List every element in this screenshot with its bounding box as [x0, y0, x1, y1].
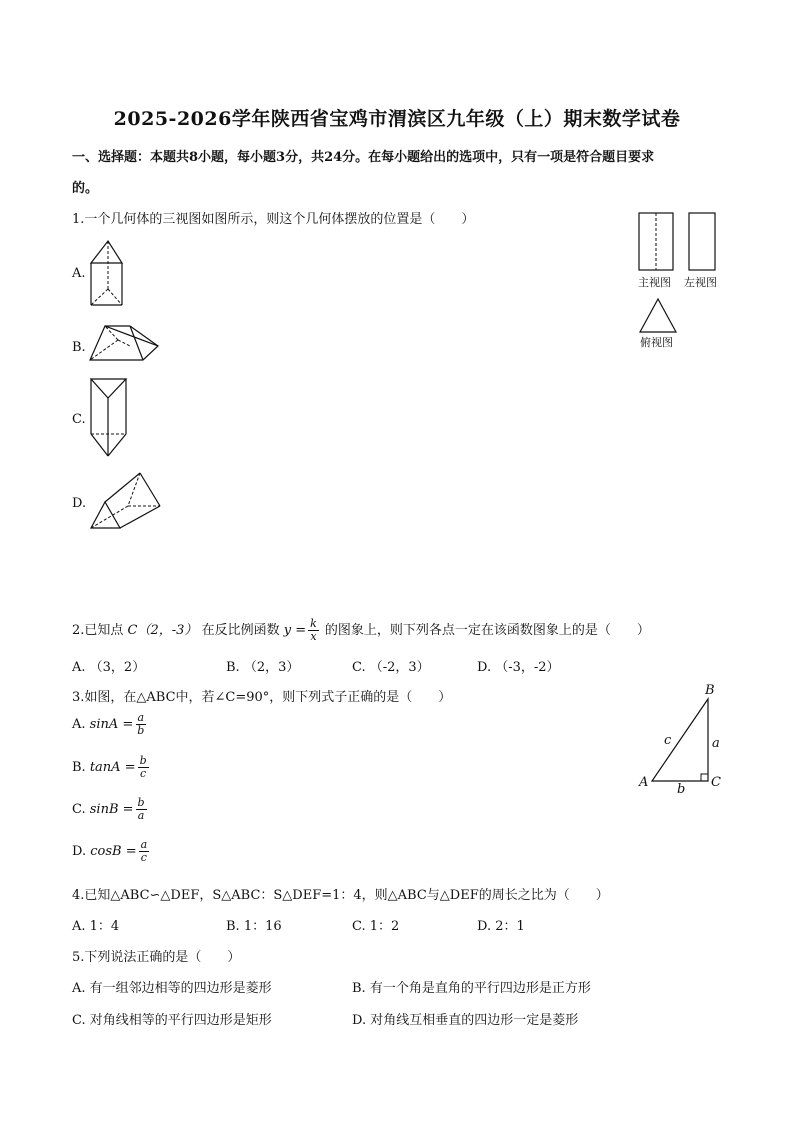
q3-option-b-denominator: c	[140, 767, 147, 780]
q1-option-b-figure	[88, 322, 163, 367]
q3-option-b-numerator: b	[139, 754, 147, 767]
q3-option-a-label: A.	[72, 717, 86, 732]
q3-vertex-c: C	[711, 775, 721, 790]
q1-option-c-label: C.	[72, 412, 86, 427]
q1-top-view-caption: 俯视图	[640, 336, 673, 349]
q3-option-d-numerator: a	[140, 838, 148, 851]
q4-option-a: A. 1：4	[72, 919, 120, 934]
question-1-stem: 1.一个几何体的三视图如图所示，则这个几何体摆放的位置是（ ）	[72, 212, 475, 227]
q2-stem-part-c: 的图象上，则下列各点一定在该函数图象上的是（ ）	[324, 623, 650, 638]
q3-option-d-fraction	[139, 839, 150, 864]
q5-option-c: C. 对角线相等的平行四边形是矩形	[72, 1013, 272, 1028]
q2-fraction-denominator: x	[310, 630, 317, 643]
q2-stem-part-b: 在反比例函数	[201, 623, 280, 638]
q2-option-b: B. （2，3）	[226, 660, 300, 675]
section-header-line2: 的。	[72, 181, 99, 196]
q1-option-d-figure	[88, 470, 166, 535]
q1-option-c-figure	[88, 376, 133, 461]
q2-stem-part-a: 2.已知点	[72, 623, 124, 638]
question-5-stem: 5.下列说法正确的是（ ）	[72, 950, 241, 965]
q3-option-a-lhs: sinA =	[89, 717, 134, 732]
q2-fraction-numerator: k	[310, 617, 317, 630]
q3-option-a-numerator: a	[137, 711, 145, 724]
q1-front-view-caption: 主视图	[638, 276, 671, 289]
q3-option-b-label: B.	[72, 760, 86, 775]
q3-option-a-denominator: b	[137, 724, 145, 737]
q2-function-fraction	[308, 618, 319, 643]
q3-option-c-numerator: b	[137, 796, 145, 809]
q1-left-view	[688, 212, 718, 272]
q3-vertex-a: A	[639, 775, 649, 790]
q3-option-c-lhs: sinB =	[89, 802, 134, 817]
q3-side-c: c	[664, 733, 672, 748]
q3-option-a	[72, 712, 148, 737]
q1-option-b-label: B.	[72, 340, 86, 355]
q4-option-c: C. 1：2	[352, 919, 400, 934]
q5-option-b: B. 有一个角是直角的平行四边形是正方形	[352, 981, 591, 996]
q2-option-d: D. （-3，-2）	[477, 660, 560, 675]
q3-option-c-label: C.	[72, 802, 86, 817]
q4-option-d: D. 2：1	[477, 919, 525, 934]
q1-option-a-label: A.	[72, 266, 86, 281]
q3-option-d-label: D.	[72, 844, 87, 859]
q3-option-d-denominator: c	[140, 851, 147, 864]
q2-function-lhs: y =	[283, 623, 307, 638]
q3-option-a-fraction	[135, 712, 146, 737]
q3-option-c-denominator: a	[137, 809, 145, 822]
q3-side-a: a	[712, 736, 720, 751]
q3-side-b: b	[677, 782, 686, 797]
q3-option-b-fraction	[138, 755, 149, 780]
page-title: 2025-2026学年陕西省宝鸡市渭滨区九年级（上）期末数学试卷	[113, 108, 681, 130]
q3-option-d-lhs: cosB =	[90, 844, 137, 859]
q4-option-b: B. 1：16	[226, 919, 282, 934]
q3-option-b	[72, 755, 151, 780]
q3-vertex-b: B	[705, 683, 715, 698]
section-header-line1: 一、选择题：本题共8小题，每小题3分，共24分。在每小题给出的选项中，只有一项是符合题目要求	[72, 150, 655, 165]
q2-option-c: C. （-2，3）	[352, 660, 430, 675]
q2-point: C（2，-3）	[127, 623, 198, 638]
q3-option-c	[72, 797, 149, 822]
q3-option-c-fraction	[136, 797, 147, 822]
q2-option-a: A. （3，2）	[72, 660, 146, 675]
q5-option-d: D. 对角线互相垂直的四边形一定是菱形	[352, 1013, 579, 1028]
q1-option-a-figure	[88, 237, 138, 312]
q1-top-view	[639, 296, 679, 334]
q1-front-view	[638, 212, 676, 272]
q3-option-d	[72, 839, 151, 864]
q5-option-a: A. 有一组邻边相等的四边形是菱形	[72, 981, 272, 996]
q1-option-d-label: D.	[72, 496, 87, 511]
question-3-stem: 3.如图，在△ABC中，若∠C=90°，则下列式子正确的是（ ）	[72, 690, 452, 705]
q1-left-view-caption: 左视图	[684, 276, 717, 289]
question-4-stem: 4.已知△ABC∽△DEF，S△ABC：S△DEF=1：4，则△ABC与△DEF的周长之比为（ ）	[72, 888, 609, 903]
q3-option-b-lhs: tanA =	[89, 760, 136, 775]
question-2-stem	[72, 618, 650, 643]
